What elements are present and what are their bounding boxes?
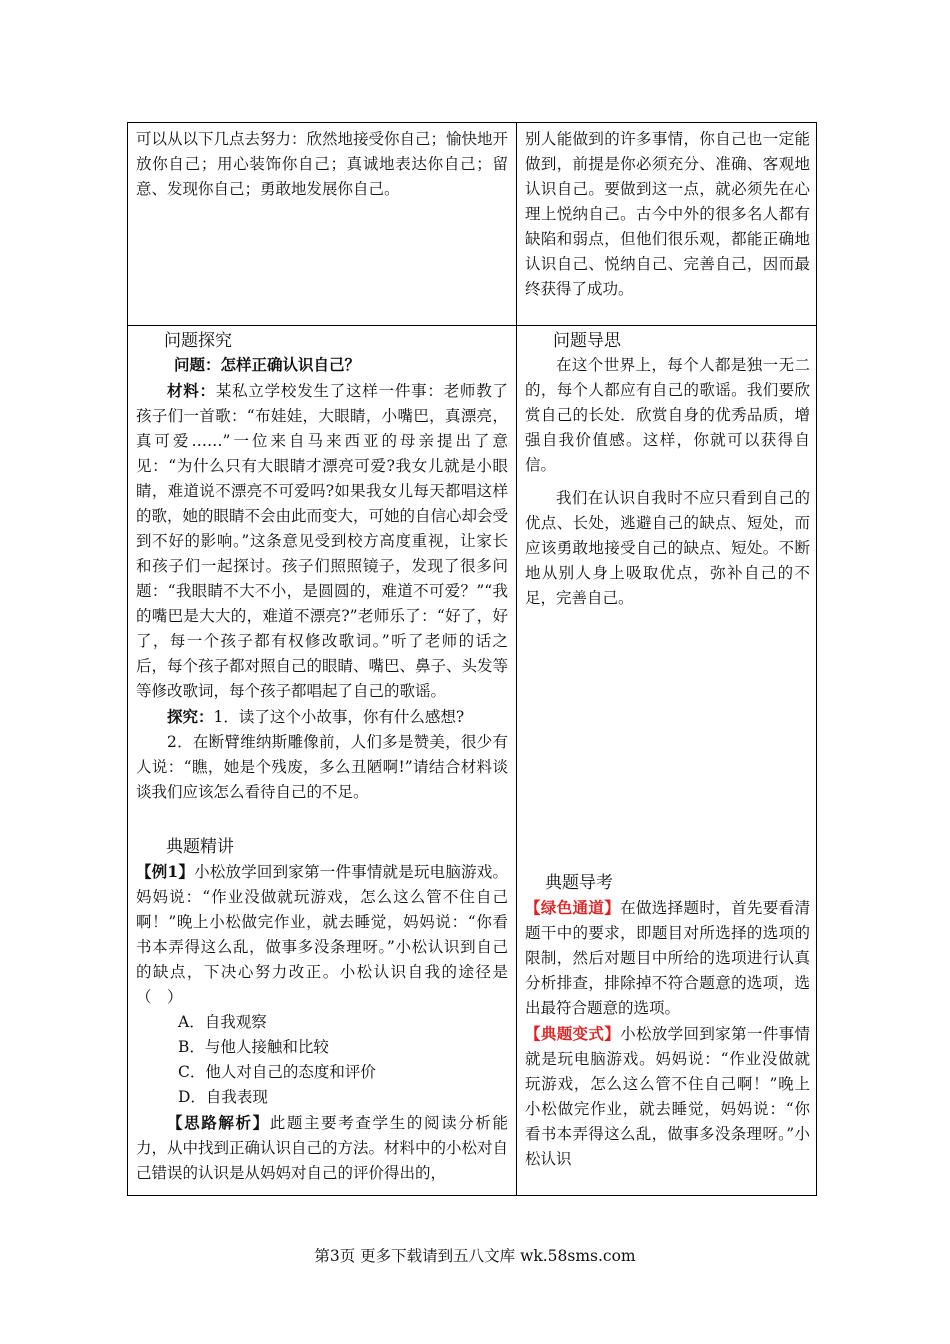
- example-heading: 典题精讲: [166, 837, 234, 857]
- material-label: 材料：: [167, 381, 216, 400]
- example-question: [136, 859, 540, 1010]
- guide-heading: 问题导思: [553, 331, 621, 351]
- content-table: [127, 122, 817, 1196]
- example-text: 小松放学回到家第一件事情就是玩电脑游戏。妈妈说：“作业没做就玩游戏，怎么这么管不住自己啊！”晚上小松做完作业，就去睡觉，妈妈说：“你看书本弄得这么乱，做事多没条理呀。”小松认识到自己的缺点，下决心努力改正。小松认识自我的途径是 （ ）: [136, 863, 540, 1006]
- example-label: 【例1】: [136, 862, 195, 881]
- variant-paragraph: [525, 1021, 810, 1172]
- material-paragraph: [136, 378, 508, 704]
- option-b: B．与他人接触和比较: [178, 1038, 329, 1056]
- question-label: 问题：怎样正确认识自己？: [174, 356, 361, 374]
- green-channel-paragraph: [525, 895, 810, 1021]
- analysis-text: 此题主要考查学生的阅读分析能力，从中找到正确认识自己的方法。材料中的小松对自己错误的认识是从妈妈对自己的评价得出的，: [136, 1114, 509, 1182]
- column-divider: [516, 123, 517, 1195]
- top-left-text: 可以从以下几点去努力：欣然地接受你自己；愉快地开放你自己；用心装饰你自己；真诚地表达你自己；留意、发现你自己；勇敢地发展你自己。: [136, 130, 509, 198]
- explore-q1: 探究：1．读了这个小故事，你有什么感想?: [167, 707, 465, 726]
- exam-guide-section: [525, 871, 810, 1172]
- top-right-cell: [525, 127, 810, 302]
- guide-p1: 在这个世界上，每个人都是独一无二的，每个人都应有自己的歌谣。我们要欣赏自己的长处．欣赏自身的优秀品质，增强自我价值感。这样，你就可以获得自信。: [525, 356, 810, 474]
- guide-section: [525, 329, 810, 611]
- exam-guide-heading: 典题导考: [545, 873, 613, 893]
- material-text: 某私立学校发生了这样一件事：老师教了孩子们一首歌：“布娃娃，大眼睛，小嘴巴，真漂亮，真可爱……”一位来自马来西亚的母亲提出了意见：“为什么只有大眼睛才漂亮可爱?我女儿就是小眼睛，难道说不漂亮不可爱吗?如果我女儿每天都唱这样的歌，她的眼睛不会由此而变大，可她的自信心却会受到不好的影响。”这条意见受到校方高度重视，让家长和孩子们一起探讨。孩子们照照镜子，发现了很多问题：“我眼睛不大不小，是圆圆的，难道不可爱？”“我的嘴巴是大大的，难道不漂亮?”老师乐了：“好了，好了，每一个孩子都有权修改歌词。”听了老师的话之后，每个孩子都对照自己的眼睛、嘴巴、鼻子、头发等等修改歌词，每个孩子都唱起了自己的歌谣。: [136, 382, 509, 700]
- explore-label: 探究：: [167, 707, 214, 726]
- top-left-cell: [136, 127, 508, 202]
- guide-p2: 我们在认识自我时不应只看到自己的优点、长处，逃避自己的缺点、短处，而应该勇敢地接受自己的缺点、短处。不断地从别人身上吸取优点，弥补自己的不足，完善自己。: [525, 489, 810, 607]
- explore-q2: 2．在断臂维纳斯雕像前，人们多是赞美，很少有人说：“瞧，她是个残废，多么丑陋啊!”请结合材料谈谈我们应该怎么看待自己的不足。: [136, 733, 508, 801]
- row-divider: [128, 325, 816, 326]
- option-d: D．自我表现: [178, 1088, 268, 1106]
- option-c: C．他人对自己的态度和评价: [178, 1063, 376, 1081]
- analysis-label: 【思路解析】: [167, 1113, 270, 1132]
- inquiry-heading: 问题探究: [164, 331, 232, 351]
- green-channel-label: 【绿色通道】: [525, 898, 621, 917]
- inquiry-section: [136, 329, 540, 1186]
- variant-text: 小松放学回到家第一件事情就是玩电脑游戏。妈妈说：“作业没做就玩游戏，怎么这么管不住自己啊！”晚上小松做完作业，就去睡觉，妈妈说：“你看书本弄得这么乱，做事多没条理呀。”小松认识: [525, 1025, 810, 1168]
- top-right-text: 别人能做到的许多事情，你自己也一定能做到，前提是你必须充分、准确、客观地认识自己。要做到这一点，就必须先在心理上悦纳自己。古今中外的很多名人都有缺陷和弱点，但他们很乐观，都能正确地认识自己、悦纳自己、完善自己，因而最终获得了成功。: [525, 130, 810, 298]
- page-footer: 第3页 更多下载请到五八文库 wk.58sms.com: [314, 1247, 636, 1265]
- green-channel-text: 在做选择题时，首先要看清题干中的要求，即题目对所选择的选项的限制，然后对题目中所给的选项进行认真分析排查，排除掉不符合题意的选项，选出最符合题意的选项。: [525, 899, 810, 1017]
- variant-label: 【典题变式】: [525, 1024, 621, 1043]
- option-a: A．自我观察: [178, 1013, 267, 1031]
- analysis-paragraph: [136, 1110, 508, 1186]
